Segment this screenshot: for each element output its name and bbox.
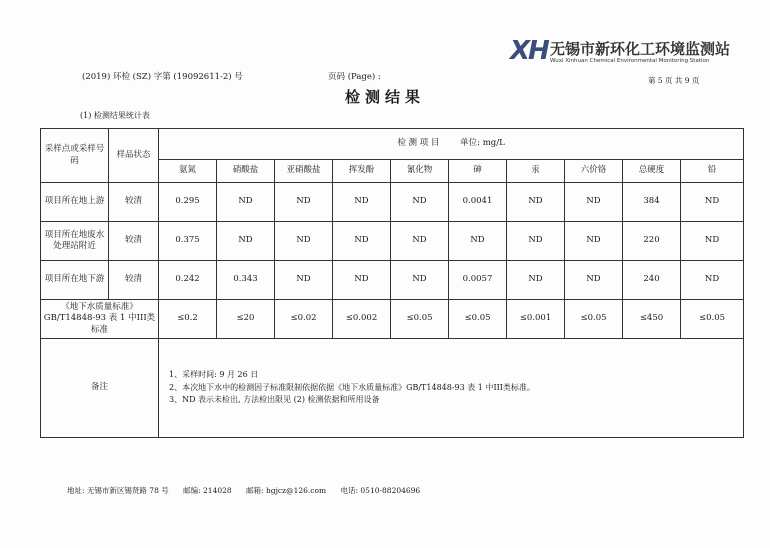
row-value: ND (391, 261, 449, 300)
row-value: 0.242 (159, 261, 217, 300)
standard-value: ≤450 (623, 300, 681, 339)
remark-line: 3、ND 表示未检出, 方法检出限见 (2) 检测依据和所用设备 (169, 395, 380, 405)
row-value: ND (333, 222, 391, 261)
row-value: ND (565, 222, 623, 261)
row-value: 0.343 (217, 261, 275, 300)
standard-value: ≤0.05 (391, 300, 449, 339)
row-value: ND (681, 222, 744, 261)
unit-label: 单位: mg/L (460, 138, 505, 149)
item-header: 硝酸盐 (217, 160, 275, 183)
station-name-en: Wuxi Xinhuan Chemical Environmental Monitoring Station (550, 58, 710, 64)
page-title: 检测结果 (344, 88, 425, 106)
item-header: 铅 (681, 160, 744, 183)
standard-value: ≤0.05 (681, 300, 744, 339)
header-sampling-point: 采样点或采样号码 (41, 129, 109, 183)
page-number: 第 5 页 共 9 页 (648, 76, 700, 85)
header-test-items (159, 129, 744, 160)
table-row (41, 183, 744, 222)
row-value: 0.375 (159, 222, 217, 261)
row-value: ND (449, 222, 507, 261)
item-header: 挥发酚 (333, 160, 391, 183)
section-heading: (1) 检测结果统计表 (80, 111, 150, 120)
item-header: 砷 (449, 160, 507, 183)
row-point: 项目所在地上游 (41, 183, 109, 222)
table-header-row (41, 129, 744, 160)
row-value: ND (391, 183, 449, 222)
row-value: ND (507, 261, 565, 300)
row-value: 0.295 (159, 183, 217, 222)
row-point: 项目所在地废水处理站附近 (41, 222, 109, 261)
logo-mark: XH (510, 36, 548, 66)
row-state: 较清 (109, 222, 159, 261)
row-value: ND (333, 183, 391, 222)
item-header: 亚硝酸盐 (275, 160, 333, 183)
footer-contact (67, 485, 432, 496)
row-value: 240 (623, 261, 681, 300)
row-value: ND (333, 261, 391, 300)
item-header: 六价铬 (565, 160, 623, 183)
row-value: ND (507, 222, 565, 261)
row-value: 220 (623, 222, 681, 261)
row-value: ND (217, 222, 275, 261)
remark-line: 1、采样时间: 9 月 26 日 (169, 369, 259, 379)
row-value: 0.0041 (449, 183, 507, 222)
row-value: 384 (623, 183, 681, 222)
row-value: ND (681, 183, 744, 222)
table-row (41, 261, 744, 300)
remark-label: 备注 (41, 339, 159, 438)
row-value: ND (275, 261, 333, 300)
station-name-cn: 无锡市新环化工环境监测站 (550, 40, 731, 58)
standard-row (41, 300, 744, 339)
standard-value: ≤0.002 (333, 300, 391, 339)
item-header: 氨氮 (159, 160, 217, 183)
footer-postcode: 邮编: 214028 (183, 486, 232, 495)
standard-label: 《地下水质量标准》GB/T14848-93 表 1 中III类标准 (41, 300, 159, 339)
test-items-label: 检 测 项 目 (397, 138, 440, 149)
standard-value: ≤0.001 (507, 300, 565, 339)
remark-content (159, 339, 744, 438)
row-point: 项目所在地下游 (41, 261, 109, 300)
page-code-label: 页码 (Page) : (328, 72, 381, 82)
footer-address: 地址: 无锡市新区锡贤路 78 号 (67, 486, 169, 495)
remark-line: 2、本次地下水中的检测因子标准限制依据依据《地下水质量标准》GB/T14848-93 表 1 中III类标准。 (169, 382, 535, 392)
item-header: 氰化物 (391, 160, 449, 183)
footer-phone: 电话: 0510-88204696 (340, 486, 421, 495)
row-value: ND (507, 183, 565, 222)
row-value: ND (565, 261, 623, 300)
footer-email: 邮箱: hgjcz@126.com (246, 486, 327, 495)
row-state: 较清 (109, 261, 159, 300)
remark-row (41, 339, 744, 438)
row-value: ND (391, 222, 449, 261)
standard-value: ≤0.02 (275, 300, 333, 339)
standard-value: ≤0.05 (449, 300, 507, 339)
row-state: 较清 (109, 183, 159, 222)
item-header: 汞 (507, 160, 565, 183)
row-value: ND (275, 222, 333, 261)
station-logo (510, 36, 760, 70)
row-value: ND (681, 261, 744, 300)
row-value: ND (275, 183, 333, 222)
item-header: 总硬度 (623, 160, 681, 183)
row-value: ND (217, 183, 275, 222)
report-number: (2019) 环检 (SZ) 字第 (19092611-2) 号 (82, 72, 243, 82)
row-value: ND (565, 183, 623, 222)
row-value: 0.0057 (449, 261, 507, 300)
standard-value: ≤0.2 (159, 300, 217, 339)
results-table (40, 128, 744, 438)
header-sample-state: 样品状态 (109, 129, 159, 183)
standard-value: ≤20 (217, 300, 275, 339)
table-row (41, 222, 744, 261)
standard-value: ≤0.05 (565, 300, 623, 339)
